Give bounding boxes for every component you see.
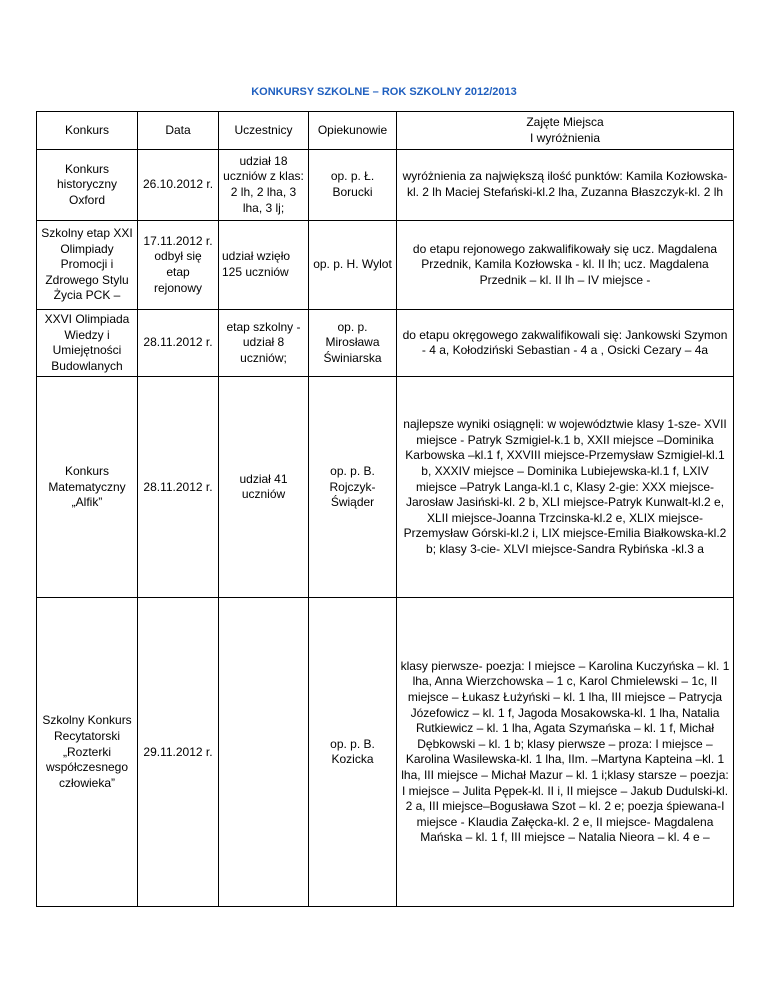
cell-wyniki: klasy pierwsze- poezja: I miejsce – Karolina Kuczyńska – kl. 1 lha, Anna Wierzchowska – 1 c, Karol Chmielewski – 1c, II miejsce – Łukasz Łużyński – kl. 1 lha, III miejsce – Patrycja Józefowicz – kl. 1 f, Jagoda Mosakowska-kl. 1 lha, Natalia Rutkiewicz – kl. 1 lha, Agata Szymańska – kl. 1 f, Michał Dębkowski – kl. 1 b; klasy pierwsze – proza: I miejsce – Karolina Wasilewska-kl. 1 lha, IIm. –Martyna Kapteina –kl. 1 lha, III miejsce – Michał Mazur – kl. 1 i;klasy starsze – poezja: I miejsce – Julita Pępek-kl. II i, II miejsce – Jakub Dudulski-kl. 2 a, III miejsce–Bogusława Szot – kl. 2 e; poezja śpiewana-I miejsce - Klaudia Załęcka-kl. 2 e, II miejsce- Magdalena Mańska – kl. 1 f, III miejsce – Natalia Nieora – kl. 4 e – bbox=[397, 598, 734, 907]
cell-opiekunowie: op. p. H. Wylot bbox=[309, 221, 397, 310]
cell-konkurs: Konkurs Matematyczny „Alfik” bbox=[37, 377, 138, 598]
table-row bbox=[37, 221, 734, 310]
table-row bbox=[37, 598, 734, 907]
cell-uczestnicy: udział wzięło 125 uczniów bbox=[219, 221, 309, 310]
header-data: Data bbox=[138, 112, 219, 150]
cell-data: 29.11.2012 r. bbox=[138, 598, 219, 907]
table-row bbox=[37, 150, 734, 221]
cell-wyniki: wyróżnienia za największą ilość punktów: Kamila Kozłowska-kl. 2 lh Maciej Stefański-kl.2 lha, Zuzanna Błaszczyk-kl. 2 lh bbox=[397, 150, 734, 221]
header-opiekunowie: Opiekunowie bbox=[309, 112, 397, 150]
header-konkurs: Konkurs bbox=[37, 112, 138, 150]
cell-opiekunowie: op. p. B. Rojczyk-Świąder bbox=[309, 377, 397, 598]
header-miejsca-line2: I wyróżnienia bbox=[529, 130, 601, 145]
cell-uczestnicy: udział 18 uczniów z klas: 2 lh, 2 lha, 3 lha, 3 lj; bbox=[219, 150, 309, 221]
cell-opiekunowie: op. p. Ł. Borucki bbox=[309, 150, 397, 221]
table-row bbox=[37, 310, 734, 377]
table-header-row bbox=[37, 112, 734, 150]
cell-opiekunowie: op. p. Mirosława Świniarska bbox=[309, 310, 397, 377]
cell-konkurs: Konkurs historyczny Oxford bbox=[37, 150, 138, 221]
cell-wyniki: do etapu okręgowego zakwalifikowali się: Jankowski Szymon - 4 a, Kołodziński Sebastian - 4 a , Osicki Cezary – 4a bbox=[397, 310, 734, 377]
cell-opiekunowie: op. p. B. Kozicka bbox=[309, 598, 397, 907]
page-title: KONKURSY SZKOLNE – ROK SZKOLNY 2012/2013 bbox=[251, 86, 517, 98]
cell-uczestnicy: udział 41 uczniów bbox=[219, 377, 309, 598]
cell-data: 17.11.2012 r. odbył się etap rejonowy bbox=[138, 221, 219, 310]
header-uczestnicy: Uczestnicy bbox=[219, 112, 309, 150]
cell-konkurs: Szkolny Konkurs Recytatorski „Rozterki współczesnego człowieka” bbox=[37, 598, 138, 907]
cell-data: 26.10.2012 r. bbox=[138, 150, 219, 221]
cell-wyniki: do etapu rejonowego zakwalifikowały się ucz. Magdalena Przednik, Kamila Kozłowska - kl. II lh; ucz. Magdalena Przednik – kl. II lh – IV miejsce - bbox=[397, 221, 734, 310]
contests-table bbox=[36, 111, 734, 907]
cell-konkurs: XXVI Olimpiada Wiedzy i Umiejętności Budowlanych bbox=[37, 310, 138, 377]
cell-konkurs: Szkolny etap XXI Olimpiady Promocji i Zdrowego Stylu Życia PCK – bbox=[37, 221, 138, 310]
cell-uczestnicy bbox=[219, 598, 309, 907]
header-miejsca bbox=[397, 112, 734, 150]
cell-uczestnicy: etap szkolny - udział 8 uczniów; bbox=[219, 310, 309, 377]
cell-wyniki: najlepsze wyniki osiągnęli: w województwie klasy 1-sze- XVII miejsce - Patryk Szmigiel-k.1 b, XXII miejsce –Dominika Karbowska –kl.1 f, XXVIII miejsce-Przemysław Szmigiel-kl.1 b, XXXIV miejsce – Dominika Lubiejewska-kl.1 f, LXIV miejsce –Patryk Langa-kl.1 c, Klasy 2-gie: XXX miejsce-Jarosław Jasiński-kl. 2 b, XLI miejsce-Patryk Kunwalt-kl.2 e, XLII miejsce-Joanna Trzcinska-kl.2 e, XLIX miejsce-Przemysław Górski-kl.2 i, LIX miejsce-Emilia Białkowska-kl.2 b; klasy 3-cie- XLVI miejsce-Sandra Rybińska -kl.3 a bbox=[397, 377, 734, 598]
cell-data: 28.11.2012 r. bbox=[138, 310, 219, 377]
cell-data: 28.11.2012 r. bbox=[138, 377, 219, 598]
table-row bbox=[37, 377, 734, 598]
header-miejsca-line1: Zajęte Miejsca bbox=[526, 114, 604, 129]
